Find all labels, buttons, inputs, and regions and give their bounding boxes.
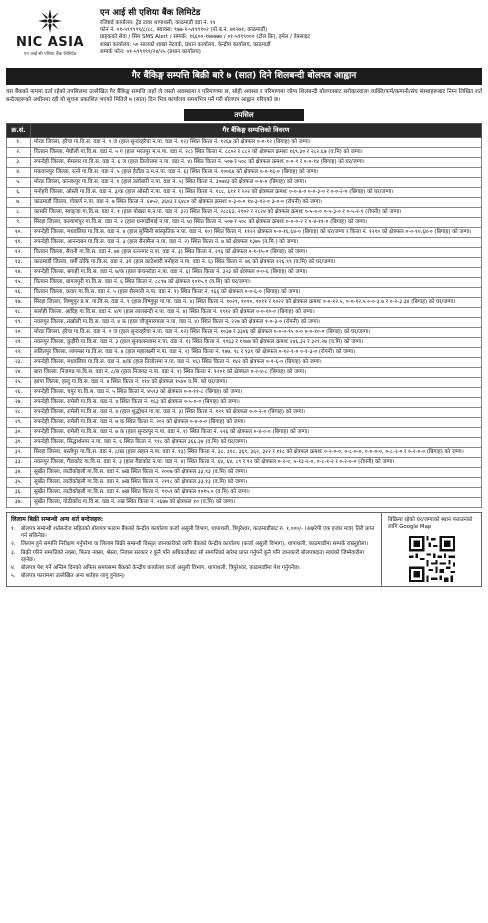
row-description: नवलपुर जिल्ला, गैंडाकोट गा.वि.स. वडा नं. ३ (हाल गैंडाकोट न.पा. वडा नं. ४) स्थित कित्ता नं. ६४, ६४, ८९ र ९२ को क्षेत्रफल ०-२-०, ५-१३-२-०, ०-८-१-२ र ०-२-०-० (रोपनी) को जग्गा।: [31, 458, 482, 468]
table-row: [7, 448, 482, 458]
row-serial: ३४.: [7, 468, 31, 478]
condition-number: ३.: [11, 549, 16, 556]
row-description: काठमाडौं जिल्ला, धर्मी ठोकि गा.वि.स. वडा नं. ३ग (हाल काठेश्वरी मनोहरा न.पा. वडा नं. ६) स्थित कित्ता नं. ७६ को क्षेत्रफल १२६.९९ (व.मि) को घर/जग्गा।: [31, 257, 482, 267]
row-serial: १९.: [7, 317, 31, 327]
conditions-items: [11, 526, 377, 581]
table-row: [7, 418, 482, 428]
row-serial: २७.: [7, 397, 31, 407]
bank-info-line: शाखा कार्यालय: ५० सालको शाखा नेटवर्क, प्रधान कार्यालय, केन्द्रीय कार्यालय, काठमाडौं: [100, 41, 271, 48]
row-serial: ३५.: [7, 478, 31, 488]
row-description: रुपन्देही जिल्ला, आनन्दबन गा.वि.स. वडा नं. ३ (हाल सैनामैना न.पा. वडा नं. २) स्थित कित्ता नं. ७ को क्षेत्रफल १३७५ (व.मि.) को जग्गा।: [31, 237, 482, 247]
row-serial: १७.: [7, 297, 31, 307]
bank-name: एन आई सी एशिया बैंक लिमिटेड: [100, 8, 201, 18]
table-row: [7, 247, 482, 257]
row-description: नवलपुर जिल्ला, कुड़ीरी गा.वि.स. वडा नं. ३ (हाल सुनवलनवास न.पा. वडा नं. १) स्थित कित्ता नं. १९६३ र १९७७ को क्षेत्रफल क्रमशः २४६.३२ र ३२९.२७ (व.मि) को जग्गा।: [31, 337, 482, 347]
condition-item: [11, 541, 377, 548]
row-serial: १८.: [7, 307, 31, 317]
row-serial: २.: [7, 147, 31, 157]
condition-item: [11, 550, 377, 565]
row-serial: १३.: [7, 257, 31, 267]
table-row: [7, 428, 482, 438]
table-row: [7, 458, 482, 468]
table-row: [7, 277, 482, 287]
row-description: सुर्खेत जिल्ला, लाटीकोइली गा.वि.स. वडा नं. ७ख स्थित कित्ता नं. २११८ को क्षेत्रफल ३३.१३ (व.मि) को जग्गा।: [31, 478, 482, 488]
column-header-description: गैर बैंकिङ्ग सम्पत्तिको विवरण: [31, 124, 482, 137]
nic-asia-logo-icon: [37, 8, 63, 34]
logo-block: [6, 4, 94, 58]
table-row: [7, 287, 482, 297]
row-serial: ३.: [7, 157, 31, 167]
table-row: [7, 147, 482, 157]
row-description: रुपन्देही जिल्ला, सिद्धार्थनगर न.पा. वडा नं. ६ स्थित कित्ता नं. ९१८ को क्षेत्रफल ३६६.३४ (व.मि) को घर/जग्गा।: [31, 438, 482, 448]
row-serial: २५.: [7, 377, 31, 387]
table-row: [7, 498, 482, 508]
row-description: झापा जिल्ला, हल्दु गा.वि.स. वडा नं. ४ स्थित कित्ता नं. ९१४ को क्षेत्रफल १५४० व.मि. को घर/जग्गा।: [31, 377, 482, 387]
row-description: रुपन्देही जिल्ला, रामेली गा.वि.स. वडा नं. ४ (हाल शुद्धोधन गा.पा. वडा नं. ३) स्थित कित्ता नं. १२९ को क्षेत्रफल ०-०-२-० (बिगाह) को जग्गा।: [31, 407, 482, 417]
row-description: बारा जिल्ला, निजगढ गा.वि.स. वडा नं. ८/स (हाल निजगढ न.पा. वडा नं. १) स्थित कित्ता नं. १२०१ को क्षेत्रफल ०-२-४-८ (बिगाह) को जग्गा।: [31, 367, 482, 377]
row-description: रुपन्देही जिल्ला, रामेली गा.वि.स. वडा नं. ७ क (हाल सुन्दरपुर न.पा. वडा नं. १) स्थित कित्ता नं. २२६ को क्षेत्रफल ०-४-०-० (बिगाह) को जग्गा।: [31, 428, 482, 438]
condition-number: ५.: [11, 573, 16, 580]
row-description: चितवन जिल्ला, सैरानी गा.वि.स. वडा नं. ७४ (हाल रत्ननगर न.पा. वडा नं. ३) स्थित कित्ता नं. २९६ को क्षेत्रफल ०-१-१५-० (बिगाह) को जग्गा।: [31, 247, 482, 257]
condition-number: २.: [11, 541, 16, 548]
schedule-heading: तपसिल: [184, 109, 304, 122]
row-serial: ३६.: [7, 488, 31, 498]
table-row: [7, 227, 482, 237]
table-row: [7, 377, 482, 387]
table-row: [7, 207, 482, 217]
table-row: [7, 187, 482, 197]
table-row: [7, 257, 482, 267]
asset-table-body: [7, 137, 482, 508]
row-serial: ३३.: [7, 458, 31, 468]
row-description: सिरहा जिल्ला, कल्याणपुर गा.वि.स. वडा नं. २ (हाल धनगढीमाई न.पा. वडा नं. ७) स्थित कित्ता नं. ५०७ र ५०८ को क्षेत्रफल क्रमशः ०-०-०-२ र ०-४-११-० (बिगाह) को जग्गा।: [31, 217, 482, 227]
row-serial: १४.: [7, 267, 31, 277]
table-row: [7, 217, 482, 227]
qr-block: [381, 513, 481, 586]
row-serial: ६.: [7, 187, 31, 197]
table-row: [7, 197, 482, 207]
row-serial: ३१.: [7, 438, 31, 448]
row-description: मकवानपुर जिल्ला, रत्नो गा.वि.स. वडा नं. ५ (हाल हेटौंडा उ.म.न.पा. वडा नं. ६) स्थित कित्ता नं. १००६४ को क्षेत्रफल ०-०-१६-० (बिगाह) को जग्गा।: [31, 167, 482, 177]
condition-text: बोलपत्र फाराममा उल्लेखित अन्य शर्तहरु लागु हुनेछन्।: [21, 573, 125, 580]
row-description: रुपन्देही जिल्ला, मधवलिया गा.वि.स. वडा नं. ४ (हाल लुम्बिनी सांस्कृतिक न.पा. वडा नं. १०) स्थित कित्ता नं. ११२२ क्षेत्रफल ०-०-१६.६४-० (बिगाह) को घर/जग्गा र कित्ता नं. १२१० को क्षेत्रफल ०-०-१०.६४-० (बिगाह) को जग्गा।: [31, 227, 482, 237]
row-serial: २२.: [7, 347, 31, 357]
condition-text: लिलाम हुने सम्पत्ति निरीक्षण गर्नुपरेमा वा लिलाम बिक्री सम्बन्धी विस्तृत जानकारीको लागि बैंकको केन्द्रीय कार्यालय (कर्जा असुली विभाग), थापाथली, काठमाडौंमा सम्पर्क राख्नुहोला।: [21, 541, 369, 548]
table-row: [7, 177, 482, 187]
row-serial: ३७.: [7, 498, 31, 508]
row-serial: १५.: [7, 277, 31, 287]
row-description: चितवन जिल्ला, बागलपुरी गा.वि.स. वडा नं. ६ स्थित कित्ता नं. ८८९७ को क्षेत्रफल १०१५.९ (व.मि) को घर/जग्गा।: [31, 277, 482, 287]
row-serial: २८.: [7, 407, 31, 417]
table-row: [7, 237, 482, 247]
table-row: [7, 357, 482, 367]
conditions-list: [7, 513, 381, 586]
table-row: [7, 468, 482, 478]
condition-text: बिक्री गरिने सम्पत्तिको नक्सा, फिल्ड नक्सा, श्रेस्ता, निवास सरकार र कुनै पनि अधिकारीबाट सो सम्पत्तिको बारेमा प्राप्त गर्नुपर्ने कुनै पनि जानकारी बोलपत्रदाता स्वयंको जिम्मेवारीमा रहनेछ।: [21, 549, 364, 563]
row-serial: १.: [7, 137, 31, 147]
row-serial: २४.: [7, 367, 31, 377]
condition-number: १.: [11, 525, 16, 532]
notice-title: गैर बैंकिङ्ग सम्पत्ति बिक्री बारे ७ (सात) दिने शिलबन्दी बोलपत्र आह्वान: [6, 68, 482, 85]
table-row: [7, 137, 482, 147]
column-header-sn: क्र.सं.: [7, 124, 31, 137]
row-serial: २९.: [7, 418, 31, 428]
header: [6, 4, 482, 66]
bank-info-line: फोन नं. ०१-५९९९९९/८/८८, फ्याक्स: ९७७-१-५१९९१०२ (पो.ब.नं. ७१२७१, काठमाडौं): [100, 26, 268, 33]
row-serial: १०.: [7, 227, 31, 237]
condition-item: [11, 573, 377, 580]
table-row: [7, 337, 482, 347]
row-description: मोरङ जिल्ला, कानकपुर गा.वि.स. वडा नं. १ (हाल उर्लाबारी न.पा. वडा नं. ५) स्थित कित्ता नं. ३०७४३ को क्षेत्रफल ०-४-० (बिगाह) को जग्गा।: [31, 177, 482, 187]
table-header-row: [7, 124, 482, 137]
table-row: [7, 478, 482, 488]
row-serial: २६.: [7, 387, 31, 397]
row-serial: २१.: [7, 337, 31, 347]
row-serial: ९.: [7, 217, 31, 227]
condition-text: बोलपत्र सम्बन्धी शर्तबन्देज सहितको बोलपत्र फाराम बैंकको केन्द्रीय कार्यालय कर्जा असुली विभाग, थापाथली, त्रिपुरेश्वर, काठमाडौंबाट रु. १,०००/- (अक्षरेपी एक हजार मात्र) तिरी प्राप्त गर्न सकिनेछ।: [21, 525, 375, 539]
table-row: [7, 317, 482, 327]
table-row: [7, 407, 482, 417]
row-description: मोरङ जिल्ला, हरैचा गा.वि.स. वडा नं. ९ ज (हाल सुन्दरहरैचा न.पा. वडा नं. १२) स्थित कित्ता नं. १०३७ र ३३४६ को क्षेत्रफल ०-०-०-९५ ०-० ०-०-१०-० (बिगाह) को घर/जग्गा।: [31, 327, 482, 337]
row-description: रुपन्देही जिल्ला, सेमलार गा.वि.स. वडा नं. ६ ज (हाल तिलोत्तमा न.पा. वडा नं. ४) स्थित कित्ता नं. ५०७ र ५०८ को क्षेत्रफल क्रमशः ०-०-९ र ०-०-१४ (बिगाह) को घर/जग्गा।: [31, 157, 482, 167]
table-row: [7, 307, 482, 317]
row-serial: ५.: [7, 177, 31, 187]
row-description: चितवन जिल्ला, कवार गा.वि.स. वडा नं. ५ (हाल सैरमानी न.पा. वडा नं. १) स्थित कित्ता नं. ९६६ को क्षेत्रफल ०-०-६-० (बिगाह) को जग्गा।: [31, 287, 482, 297]
condition-text: बोलपत्र पेश गर्ने अन्तिम दिनको अफिस समयसम्म बैंकको केन्द्रीय कार्यालय कर्जा असुली विभाग, थापाथली, त्रिपुरेश्वर, काठमाडौंमा पेश गर्नुपर्नेछ।: [21, 565, 300, 572]
qr-note: बिक्रिमा रहेको घर/जग्गाको स्थान पत्ताउनको लागि Google Map: [388, 517, 473, 531]
table-row: [7, 327, 482, 337]
row-description: सुर्खेत जिल्ला, लाटीकोइली गा.वि.स. वडा नं. ७ख स्थित कित्ता नं. ९९५९ को क्षेत्रफल १०१५.० (व.मि) को जग्गा।: [31, 488, 482, 498]
row-description: सिरहा जिल्ला, बस्तीपुर गा.वि.स. वडा नं. ८/ख (हाल लहान न.पा. वडा नं. १३) स्थित कित्ता नं. ३८, ३१८, ३६९, ३६२, ३२२ र ११८ को क्षेत्रफल क्रमशः ०-२-०-०, ०-८-०-०, ०-०-०-०, ०-८-२-० र ०-२-०-० (बिगाह) को जग्गा।: [31, 448, 482, 458]
row-serial: ११.: [7, 237, 31, 247]
row-description: रुपन्देही जिल्ला, रामेली गा.वि.स. वडा नं. ७ क स्थित कित्ता नं. २०२ को क्षेत्रफल ०-४-०-० (बिगाह) को जग्गा।: [31, 418, 482, 428]
logo-tagline: एन आई सी एशिया बैंक लिमिटेड: [23, 52, 77, 58]
bank-info-line: सम्पर्क फोन: ०१-५९९९९९/२४/२५ (प्रधान कार्यालय): [100, 48, 201, 55]
row-description: सर्लाही जिल्ला, आदिह गा.वि.स. वडा नं. ४/ग (हाल लालबन्दी न.पा. वडा नं. ४) स्थित कित्ता नं. ९९१२ को क्षेत्रफल ०-०-१०-० (बिगाह) को जग्गा।: [31, 307, 482, 317]
row-description: ललितपुर जिल्ला, लांगम्बर गा.वि.स. वडा नं. ४ (हाल महालक्ष्मी न.पा. वडा नं. २) स्थित कित्ता नं. ९४७, ९८ र १३१ को क्षेत्रफल ०-१२-१-० ०-१-३-० (रोपनी) को जग्गा।: [31, 347, 482, 357]
row-serial: २३.: [7, 357, 31, 367]
row-description: सिरहा जिल्ला, विष्णुपुर प्र.म. गा.वि.स. वडा नं. ९ (हाल विष्णुपुर गा.पा. वडा नं. ४) स्थित कित्ता नं. १०२९, १०९०, १०११ र १०२२ को क्षेत्रफल क्रमशः ०-०-१२.५, ०-०-१२.५ ०-०-३.७ र ०-२-३.३४ (बिगाह) को घर/जग्गा।: [31, 297, 482, 307]
table-row: [7, 367, 482, 377]
bank-info: [94, 4, 482, 56]
row-serial: २०.: [7, 327, 31, 337]
row-serial: १२.: [7, 247, 31, 257]
row-serial: ३०.: [7, 428, 31, 438]
intro-paragraph: यस बैंकको नाममा दर्ता रहेको तपसिलमा उल्लेखित गैर बैंकिङ्ग सम्पत्ति जहाँ जे जस्तो अवस्थामा र परिमाणमा छ, सोही अवस्था र परिमाणमा जोग्य शिलबन्दी बोलपत्रबाट सरोकारवाला व्यक्ति/फर्म/कम्पनी/संघ संस्थाहरूबाट निम्न लिखित शर्त बन्देजहरूको अधीनमा रही यो सूचना प्रकाशित भएको मितिले ७ (सात) दिन भित्र कार्यालय समयभित्र पर्ने गरी बोलपत्र आह्वान गरिएको छ।: [6, 89, 482, 103]
row-description: नवलपुर जिल्ला, तंखोली गा.वि.स. वडा नं. ४ क (हाल चौजुमारगाला न.पा. वडा नं. ४) स्थित कित्ता नं. २२७ को क्षेत्रफल १-०-३-० (रोपनी) को जग्गा।: [31, 317, 482, 327]
row-description: रुपन्देही जिल्ला, रामेली गा.वि.स. वडा नं. ४ स्थित कित्ता नं. १६३ को क्षेत्रफल ०-५-०-० (बिगाह) को जग्गा।: [31, 397, 482, 407]
table-row: [7, 438, 482, 448]
row-description: रुपन्देही जिल्ला, चपुर गा.वि.स. वडा नं. ५ स्थित कित्ता नं. ४५९३ को क्षेत्रफल ०-०-११-८ (बिगाह) को जग्गा।: [31, 387, 482, 397]
qr-code-icon[interactable]: [409, 536, 455, 582]
row-description: मोरङ जिल्ला, हरैचा गा.वि.स. वडा नं. ९ ज (हाल सुन्दरहरैचा न.पा. वडा नं. १२) स्थित कित्ता नं. १२६४ को क्षेत्रफल ०-०-१२ (बिगाह) को जग्गा।: [31, 137, 482, 147]
condition-number: ४.: [11, 565, 16, 572]
logo-text: NIC ASIA: [15, 35, 85, 50]
row-description: सुर्खेत जिल्ला, गोठीकाँध गा.वि.स. वडा नं. २ख स्थित कित्ता नं. २६७७ को क्षेत्रफल १० (व.मि) को जग्गा।: [31, 498, 482, 508]
row-description: रुपन्देही जिल्ला, बगाही गा.वि.स. वडा नं. ७/क (हाल कंचनरोडा न.पा. वडा नं. ६) स्थित कित्ता नं. ३२३ को क्षेत्रफल ०-०-६ (बिगाह) को जग्गा।: [31, 267, 482, 277]
row-serial: ८.: [7, 207, 31, 217]
table-row: [7, 297, 482, 307]
bank-info-line: रजिष्टर्ड कार्यालय: ट्रेड टावर थापाथली, काठमाडौं वडा नं. ११: [100, 19, 216, 26]
row-description: कास्की जिल्ला, स्याङ्जा गा.वि.स. वडा नं. १ (हाल पोखरा म.न.पा. वडा नं. ३२) स्थित कित्ता नं. २८८६३, २९०२ र २८२४ को क्षेत्रफल क्रमशः ०-५-०-० ०-५-३-० र ०-५-२-१ (रोपनी) को जग्गा।: [31, 207, 482, 217]
row-serial: ४.: [7, 167, 31, 177]
table-row: [7, 488, 482, 498]
row-description: मनोहरी जिल्ला, ओस्ती गा.वि.स. वडा नं. ३/क (हाल ओस्ती न.पा. वडा नं. १) स्थित कित्ता नं. १८८, ६११ र २२२ को क्षेत्रफल क्रमशः ०-०-४-० ०-०-३-० र ०-०-२-० (बिगाह) को घर/जग्गा।: [31, 187, 482, 197]
table-row: [7, 167, 482, 177]
row-serial: ७.: [7, 197, 31, 207]
bank-info-line: ग्राहकको सेवा / सिम SMS Alert / सम्पर्क: १६६००-१७७७७७ / ०१-५११९००० (टोल फ्रि), इमेल / वेबसाइट: [100, 34, 311, 41]
row-description: चितवन जिल्ला, मेघौली गा.वि.स. वडा नं. ५ ग (हाल भरतपुर म.न.पा. वडा नं. २८) स्थित कित्ता नं. ८८०२ र ८८२ को क्षेत्रफल क्रमशः १६९.३० र २८२.६७ (व.मि) को जग्गा।: [31, 147, 482, 157]
row-description: काठमाडौं जिल्ला, गोकर्ण न.पा. वडा नं. ७ स्थित कित्ता नं. ६४५२, ३६४३ र ६४८० को क्षेत्रफल क्रमशः ०-३-०-० १४-३-१२-० ३-०-० (रोपनी) को जग्गा।: [31, 197, 482, 207]
row-description: रुपन्देही जिल्ला, मधवलिया गा.वि.स. वडा नं. ७/क (हाल तिलोत्तमा न.पा. वडा नं. १६) स्थित कित्ता नं. १४२ को क्षेत्रफल ०-१-६-० (बिगाह) को जग्गा।: [31, 357, 482, 367]
table-row: [7, 267, 482, 277]
conditions-title: लिलाम बिक्री सम्बन्धी अन्य शर्त बन्देजहरु:: [11, 516, 104, 524]
row-serial: ३२.: [7, 448, 31, 458]
asset-table: [6, 123, 482, 508]
condition-item: [11, 565, 377, 572]
table-row: [7, 387, 482, 397]
conditions-section: [6, 512, 482, 587]
table-row: [7, 157, 482, 167]
row-description: सुर्खेत जिल्ला, लाटीकोइली गा.वि.स. वडा नं. ७ख स्थित कित्ता नं. २००७ को क्षेत्रफल ३३.९३ (व.मि) को जग्गा।: [31, 468, 482, 478]
table-row: [7, 347, 482, 357]
condition-item: [11, 526, 377, 541]
row-serial: १६.: [7, 287, 31, 297]
table-row: [7, 397, 482, 407]
